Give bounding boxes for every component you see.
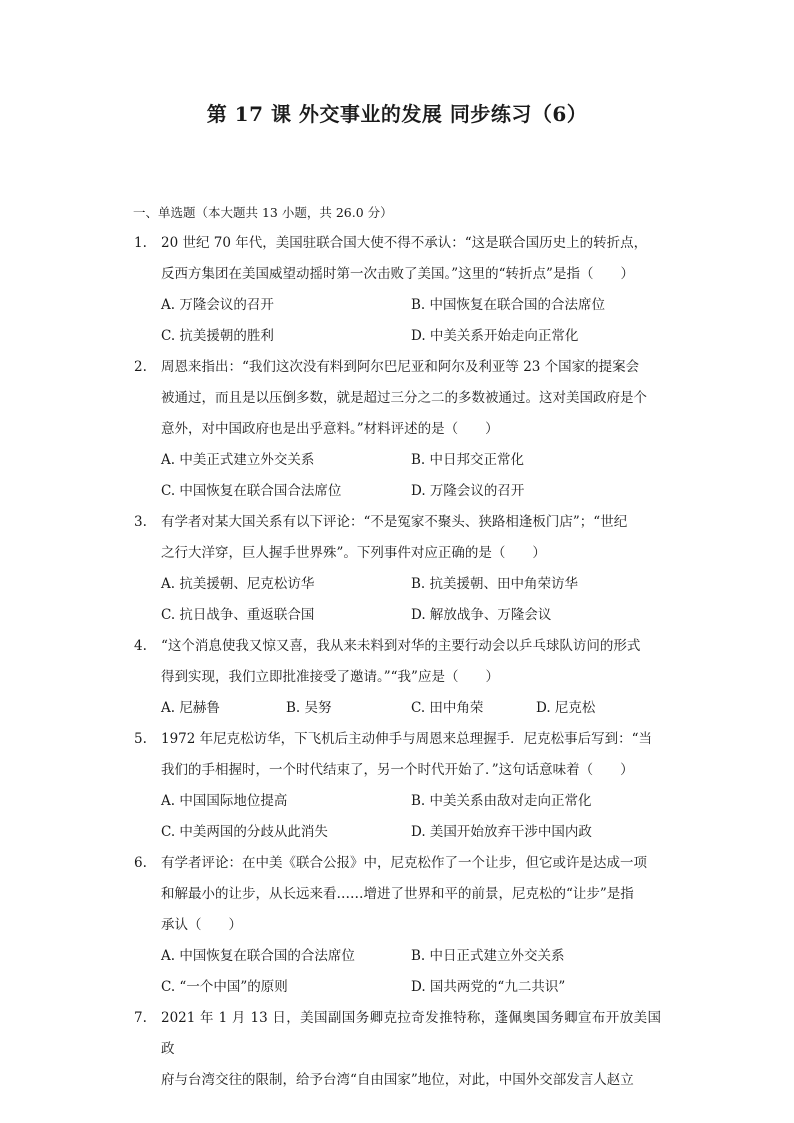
question-line: 府与台湾交往的限制，给予台湾“自由国家”地位，对此，中国外交部发言人赵立: [161, 1072, 634, 1088]
question-line: 反西方集团在美国威望动摇时第一次击败了美国。”这里的“转折点”是指（ ）: [161, 266, 634, 282]
answer-options: [161, 941, 661, 1003]
question-number: 7.: [134, 1010, 147, 1026]
answer-option[interactable]: C. 中国恢复在联合国合法席位: [161, 483, 342, 499]
question-stem: [161, 724, 661, 786]
answer-option[interactable]: A. 抗美援朝、尼克松访华: [161, 576, 315, 592]
question-line: 意外，对中国政府也是出乎意料。”材料评述的是（ ）: [161, 421, 499, 437]
answer-option[interactable]: C. 抗美援朝的胜利: [161, 328, 274, 344]
answer-option[interactable]: B. 抗美援朝、田中角荣访华: [411, 576, 579, 592]
answer-option[interactable]: C. 田中角荣: [411, 700, 484, 716]
question-line: 得到实现，我们立即批准接受了邀请。”“我”应是（ ）: [161, 669, 499, 685]
answer-options: [161, 693, 661, 724]
answer-options: [161, 786, 661, 848]
question-number: 1.: [134, 235, 147, 251]
question-item: [0, 228, 794, 352]
question-item: [0, 724, 794, 848]
answer-option[interactable]: D. 中美关系开始走向正常化: [411, 328, 579, 344]
question-line: 2021 年 1 月 13 日，美国副国务卿克拉奇发推特称，蓬佩奥国务卿宣布开放美国政: [161, 1010, 661, 1057]
answer-option[interactable]: A. 中国恢复在联合国的合法席位: [161, 948, 355, 964]
answer-option[interactable]: C. 中美两国的分歧从此消失: [161, 824, 328, 840]
option-row: [161, 445, 661, 476]
option-row: [161, 972, 661, 1003]
answer-option[interactable]: A. 尼赫鲁: [161, 700, 220, 716]
page-title: 第 17 课 外交事业的发展 同步练习（6）: [206, 102, 588, 126]
question-stem: [161, 848, 661, 941]
question-stem: [161, 352, 661, 445]
answer-options: [161, 445, 661, 507]
question-stem: [161, 507, 661, 569]
question-line: 之行大洋穿，巨人握手世界殊”。下列事件对应正确的是（ ）: [161, 545, 546, 561]
answer-option[interactable]: D. 尼克松: [536, 700, 596, 716]
question-item: [0, 352, 794, 507]
answer-option[interactable]: C. “一个中国”的原则: [161, 979, 288, 995]
question-line: 和解最小的让步，从长远来看……增进了世界和平的前景，尼克松的“让步”是指: [161, 886, 634, 902]
answer-option[interactable]: A. 万隆会议的召开: [161, 297, 274, 313]
answer-option[interactable]: B. 吴努: [286, 700, 332, 716]
option-row: [161, 693, 661, 724]
question-number: 4.: [134, 638, 147, 654]
question-number: 2.: [134, 359, 147, 375]
option-row: [161, 941, 661, 972]
answer-option[interactable]: D. 美国开始放弃干涉中国内政: [411, 824, 592, 840]
question-line: 被通过，而且是以压倒多数，就是超过三分之二的多数被通过。这对美国政府是个: [161, 390, 647, 406]
answer-option[interactable]: D. 国共两党的“九二共识”: [411, 979, 566, 995]
answer-option[interactable]: A. 中国国际地位提高: [161, 793, 288, 809]
question-line: 有学者对某大国关系有以下评论：“不是冤家不聚头、狭路相逢板门店”；“世纪: [161, 514, 628, 530]
question-line: “这个消息使我又惊又喜，我从来未料到对华的主要行动会以乒乓球队访问的形式: [161, 638, 641, 654]
question-item: [0, 1003, 794, 1096]
question-line: 承认（ ）: [161, 917, 242, 933]
option-row: [161, 476, 661, 507]
question-stem: [161, 228, 661, 290]
answer-options: [161, 290, 661, 352]
question-item: [0, 507, 794, 631]
question-number: 6.: [134, 855, 147, 871]
question-line: 有学者评论：在中美《联合公报》中，尼克松作了一个让步，但它或许是达成一项: [161, 855, 647, 871]
question-item: [0, 631, 794, 724]
question-number: 5.: [134, 731, 147, 747]
question-line: 20 世纪 70 年代，美国驻联合国大使不得不承认：“这是联合国历史上的转折点，: [161, 235, 648, 251]
question-stem: [161, 1003, 661, 1096]
question-stem: [161, 631, 661, 693]
section-heading: 一、单选题（本大题共 13 小题，共 26.0 分）: [133, 205, 393, 220]
option-row: [161, 786, 661, 817]
option-row: [161, 817, 661, 848]
answer-option[interactable]: B. 中美关系由敌对走向正常化: [411, 793, 592, 809]
answer-option[interactable]: B. 中日正式建立外交关系: [411, 948, 565, 964]
question-line: 1972 年尼克松访华，下飞机后主动伸手与周恩来总理握手．尼克松事后写到：“当: [161, 731, 653, 747]
option-row: [161, 290, 661, 321]
answer-option[interactable]: D. 万隆会议的召开: [411, 483, 525, 499]
answer-option[interactable]: A. 中美正式建立外交关系: [161, 452, 315, 468]
answer-option[interactable]: B. 中日邦交正常化: [411, 452, 525, 468]
question-item: [0, 848, 794, 1003]
question-list: [0, 228, 794, 1096]
question-line: 我们的手相握时，一个时代结束了，另一个时代开始了．”这句话意味着（ ）: [161, 762, 634, 778]
answer-option[interactable]: B. 中国恢复在联合国的合法席位: [411, 297, 606, 313]
answer-options: [161, 569, 661, 631]
option-row: [161, 569, 661, 600]
option-row: [161, 321, 661, 352]
question-line: 周恩来指出：“我们这次没有料到阿尔巴尼亚和阿尔及利亚等 23 个国家的提案会: [161, 359, 640, 375]
option-row: [161, 600, 661, 631]
answer-option[interactable]: C. 抗日战争、重返联合国: [161, 607, 315, 623]
answer-option[interactable]: D. 解放战争、万隆会议: [411, 607, 552, 623]
question-number: 3.: [134, 514, 147, 530]
